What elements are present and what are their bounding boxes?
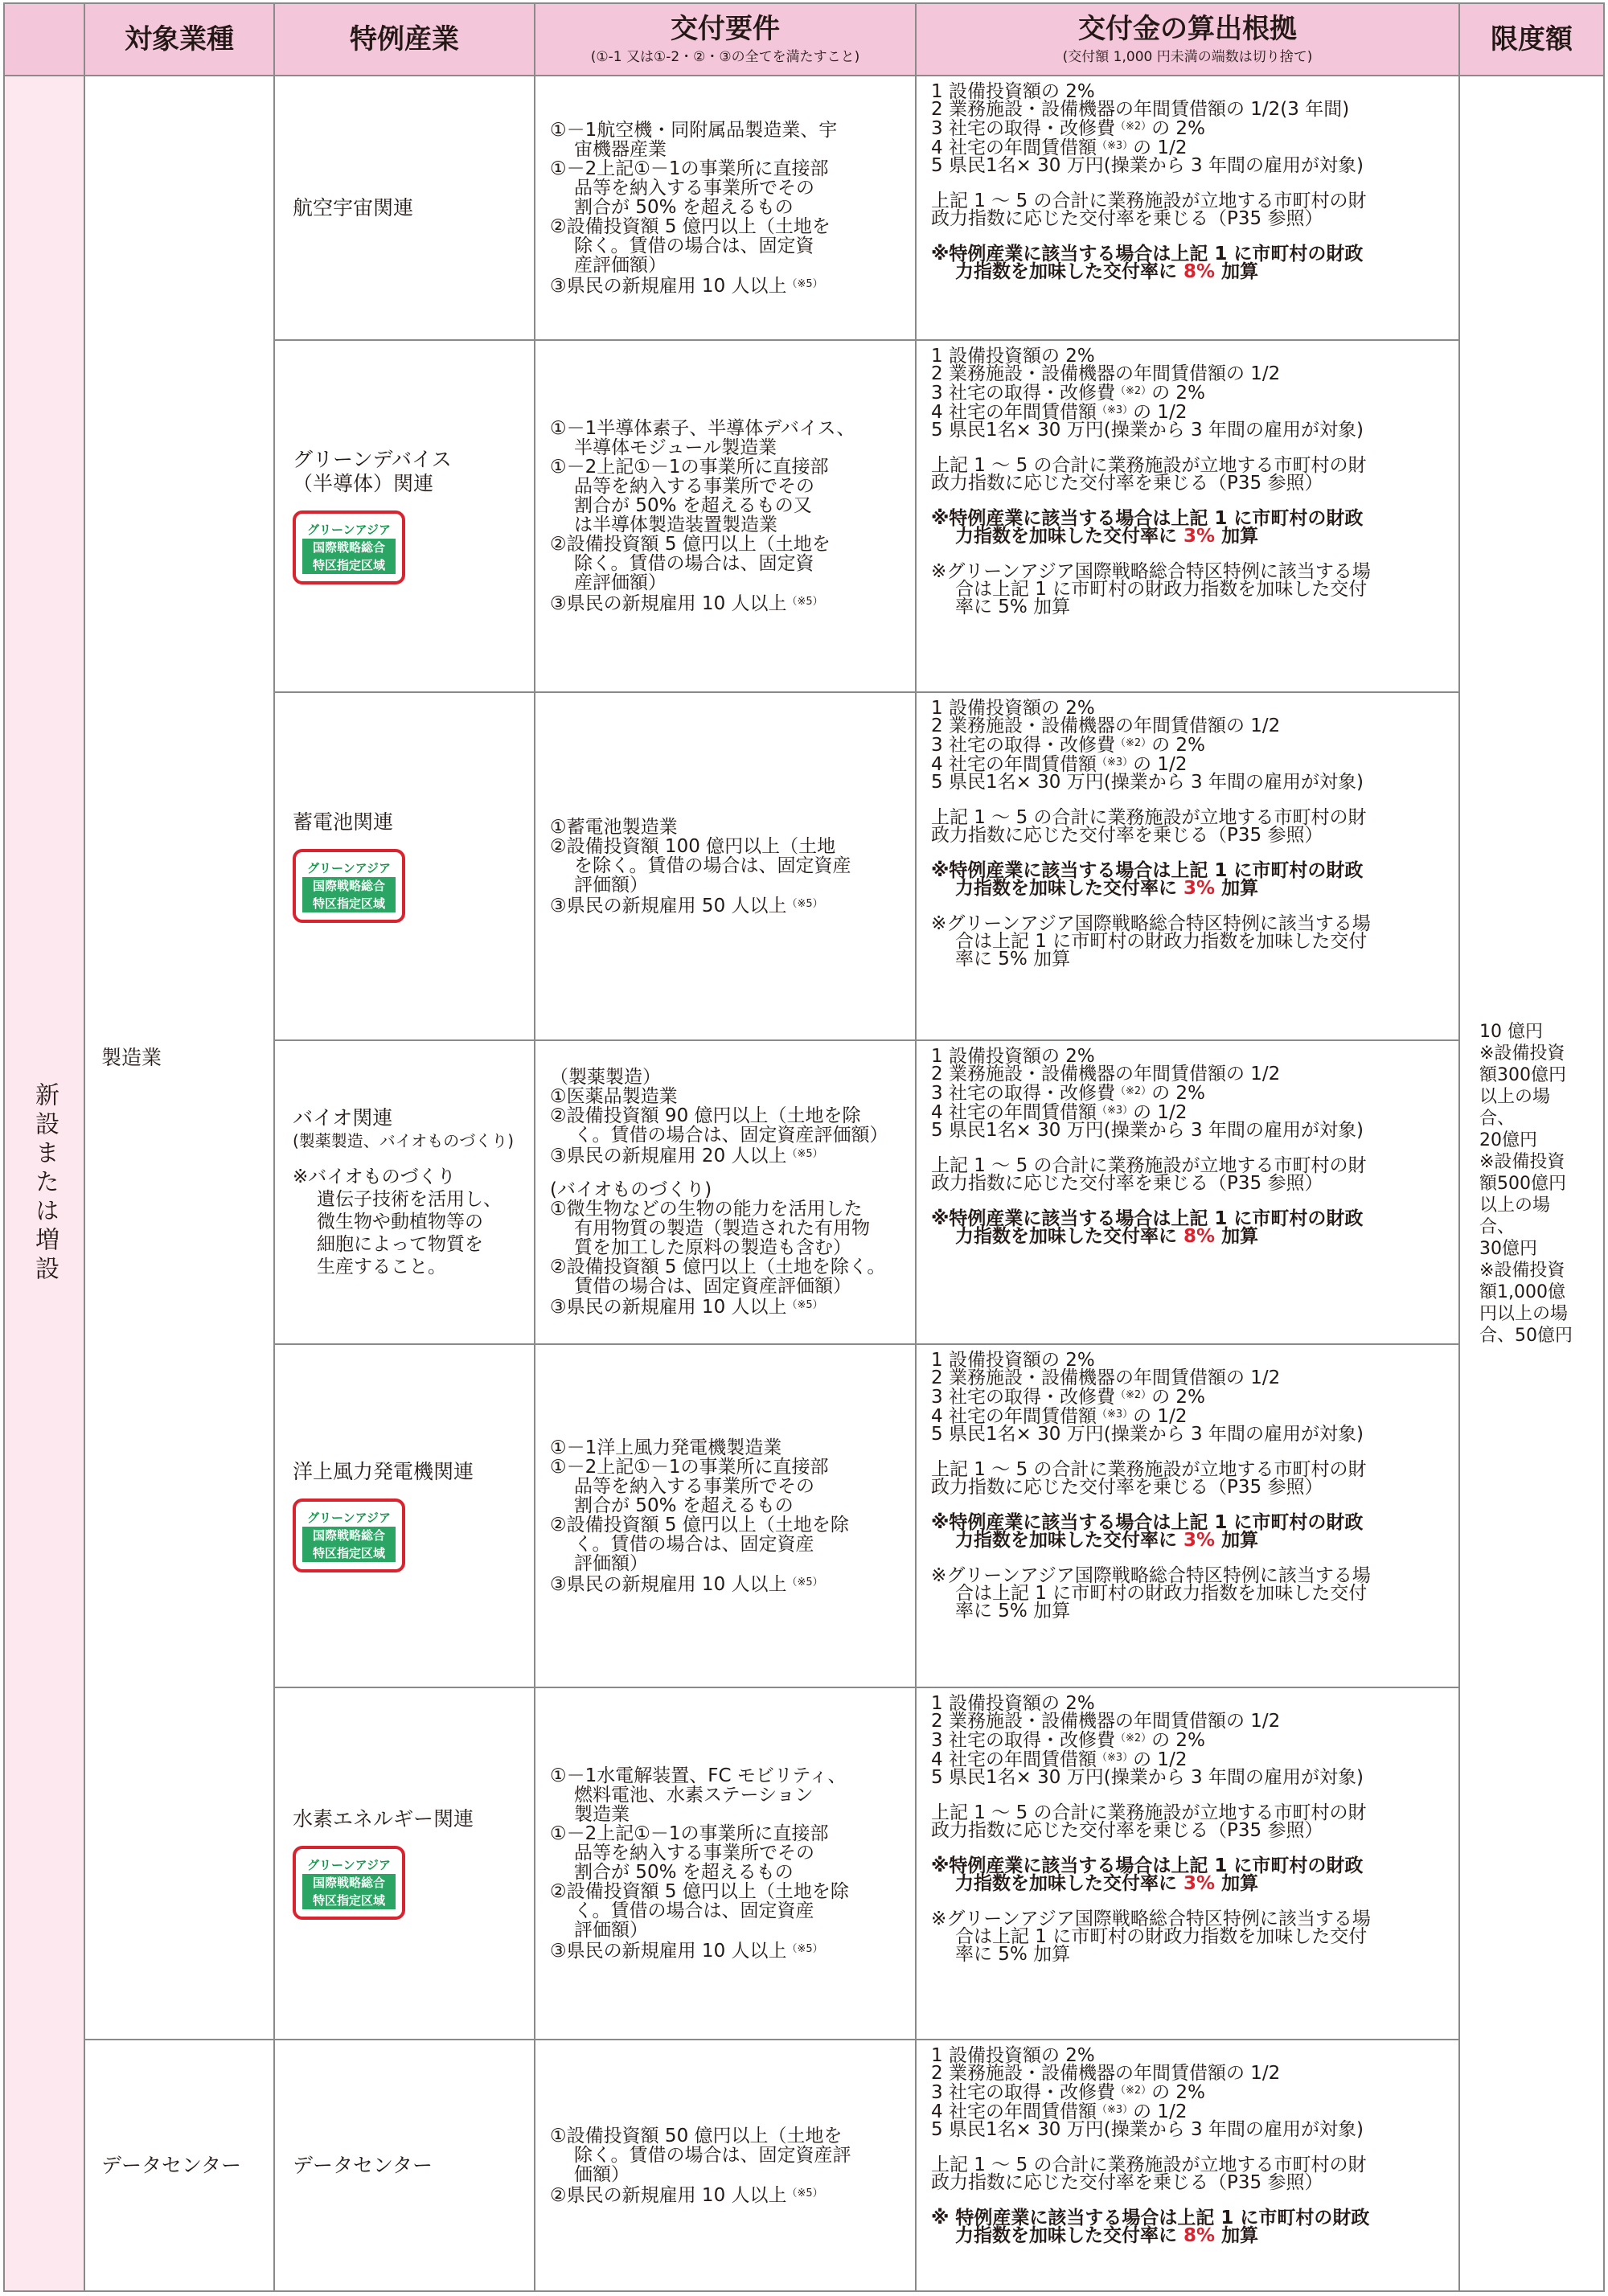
requirements-cell xyxy=(535,1688,917,2040)
footnote-marker: （※5） xyxy=(786,1576,823,1589)
rate-highlight: 3% xyxy=(1183,1873,1216,1894)
basis-line: 5 県民1名× 30 万円(操業から 3 年間の雇用が対象) xyxy=(931,1120,1364,1141)
industry-note-line: 微生物や動植物等の xyxy=(317,1212,483,1232)
basis-line: 5 県民1名× 30 万円(操業から 3 年間の雇用が対象) xyxy=(931,1767,1364,1788)
basis-line: 1 設備投資額の 2% xyxy=(931,81,1095,102)
limit-line: 額500億円 xyxy=(1479,1173,1566,1194)
business-datacenter-cell xyxy=(85,2040,275,2290)
rate-highlight: 8% xyxy=(1183,1226,1216,1247)
basis-cell xyxy=(917,341,1460,693)
basis-line: 上記 1 ～ 5 の合計に業務施設が立地する市町村の財 xyxy=(931,2155,1367,2175)
limit-amount xyxy=(1479,1021,1584,1347)
rate-highlight: 3% xyxy=(1183,878,1216,899)
spacer xyxy=(550,1166,905,1180)
requirements-cell xyxy=(535,2040,917,2290)
basis-line: 5 県民1名× 30 万円(操業から 3 年間の雇用が対象) xyxy=(931,155,1364,176)
category-label: 新設または増設 xyxy=(31,1082,59,1285)
basis-cell xyxy=(917,2040,1460,2290)
basis-line: 1 設備投資額の 2% xyxy=(931,1046,1095,1067)
industry-note-line: 遺伝子技術を活用し、 xyxy=(317,1189,502,1210)
basis-line: 上記 1 ～ 5 の合計に業務施設が立地する市町村の財 xyxy=(931,191,1367,211)
basis-line: 3 社宅の取得・改修費$^{(※2)}$の 2% xyxy=(931,735,1205,756)
requirement-line: 品等を納入する事業所でその xyxy=(574,1475,814,1497)
requirement-line: 質を加工した原料の製造も含む） xyxy=(574,1237,851,1258)
basis-line: 4 社宅の年間賃借額$^{(※3)}$の 1/2 xyxy=(931,754,1188,775)
basis-line: 1 設備投資額の 2% xyxy=(931,1350,1095,1371)
limit-line: ※設備投資 xyxy=(1479,1260,1565,1281)
requirement-line: 産評価額） xyxy=(574,254,667,276)
requirement-line: は半導体製造装置製造業 xyxy=(574,515,777,535)
subsidy-table xyxy=(3,2,1605,2292)
industry-name: グリーンデバイス xyxy=(293,448,452,471)
spacer xyxy=(931,2138,1447,2156)
badge-line: 国際戦略総合 xyxy=(302,1527,396,1544)
requirement-line: ③県民の新規雇用 10 人以上$^{(※5)}$ xyxy=(550,593,823,614)
footnote-marker: （※5） xyxy=(786,277,823,290)
limit-line: 額1,000億 xyxy=(1479,1281,1565,1302)
basis-line: 率に 5% 加算 xyxy=(955,949,1071,970)
basis-line: 2 業務施設・設備機器の年間賃借額の 1/2 xyxy=(931,363,1281,384)
footnote-marker: （※5） xyxy=(786,596,823,608)
basis-line: 上記 1 ～ 5 の合計に業務施設が立地する市町村の財 xyxy=(931,807,1367,828)
basis-line: ※特例産業に該当する場合は上記 1 に市町村の財政 xyxy=(931,1512,1364,1533)
basis-line: 2 業務施設・設備機器の年間賃借額の 1/2(3 年間) xyxy=(931,99,1350,120)
industry-cell xyxy=(275,1345,535,1688)
industry-note-line: 生産すること。 xyxy=(317,1257,446,1277)
spacer xyxy=(931,545,1447,563)
spacer xyxy=(931,897,1447,915)
spacer xyxy=(931,1549,1447,1567)
footnote-marker: （※5） xyxy=(786,1943,823,1955)
business-manufacturing-label: 製造業 xyxy=(101,1045,162,1069)
basis-line: ※ 特例産業に該当する場合は上記 1 に市町村の財政 xyxy=(931,2208,1370,2228)
basis-line: ※グリーンアジア国際戦略総合特区特例に該当する場 xyxy=(931,913,1371,934)
basis-line: 5 県民1名× 30 万円(操業から 3 年間の雇用が対象) xyxy=(931,772,1364,793)
footnote-marker: （※5） xyxy=(786,2187,823,2200)
industry-cell xyxy=(275,1688,535,2040)
spacer xyxy=(931,1192,1447,1210)
requirement-line: 半導体モジュール製造業 xyxy=(574,437,777,458)
basis-line: 政力指数に応じた交付率を乗じる（P35 参照） xyxy=(931,473,1323,494)
industry-note-line: ※バイオものづくり xyxy=(293,1166,456,1187)
requirement-line: 除く。賃借の場合は、固定資 xyxy=(574,553,814,574)
spacer xyxy=(931,1496,1447,1514)
requirement-line: く。賃借の場合は、固定資産 xyxy=(574,1900,814,1921)
spacer xyxy=(931,1139,1447,1157)
basis-line: 合は上記 1 に市町村の財政力指数を加味した交付 xyxy=(955,579,1368,600)
requirement-line: ①－2上記①－1の事業所に直接部 xyxy=(550,1823,829,1844)
limit-line: 20億円 xyxy=(1479,1130,1537,1150)
basis-line: 合は上記 1 に市町村の財政力指数を加味した交付 xyxy=(955,1583,1368,1604)
basis-line: 政力指数に応じた交付率を乗じる（P35 参照） xyxy=(931,825,1323,846)
basis-line: 2 業務施設・設備機器の年間賃借額の 1/2 xyxy=(931,2063,1281,2084)
requirement-line: ①－1洋上風力発電機製造業 xyxy=(550,1437,782,1458)
basis-cell xyxy=(917,1345,1460,1688)
requirement-line: 割合が 50% を超えるもの xyxy=(574,1494,794,1516)
basis-line: 上記 1 ～ 5 の合計に業務施設が立地する市町村の財 xyxy=(931,1155,1367,1176)
requirement-line: (バイオものづくり) xyxy=(550,1179,712,1200)
requirements-cell xyxy=(535,1345,917,1688)
rate-highlight: 3% xyxy=(1183,1530,1216,1551)
requirement-line: ①－1航空機・同附属品製造業、宇 xyxy=(550,119,838,141)
footnote-marker: （※5） xyxy=(786,897,823,910)
requirement-line: 除く。賃借の場合は、固定資産評 xyxy=(574,2144,851,2166)
basis-line: 政力指数に応じた交付率を乗じる（P35 参照） xyxy=(931,208,1323,229)
requirement-line: 評価額） xyxy=(574,1920,648,1941)
basis-line: 力指数を加味した交付率に 3% 加算 xyxy=(955,1873,1259,1894)
industry-subtitle: (製薬製造、バイオものづくり) xyxy=(293,1131,515,1150)
limit-line: 合、50億円 xyxy=(1479,1325,1573,1346)
limit-line: ※設備投資 xyxy=(1479,1151,1565,1172)
limit-line: 額300億円 xyxy=(1479,1064,1566,1085)
requirement-line: ③県民の新規雇用 10 人以上$^{(※5)}$ xyxy=(550,275,823,297)
limit-cell xyxy=(1460,76,1603,2290)
header-industry-label: 特例産業 xyxy=(350,23,459,55)
requirement-line: 価額） xyxy=(574,2163,630,2185)
header-limit xyxy=(1460,4,1603,76)
industry-cell xyxy=(275,693,535,1041)
limit-line: 以上の場合、 xyxy=(1479,1195,1551,1237)
requirements-cell xyxy=(535,76,917,341)
requirement-line: ②設備投資額 100 億円以上（土地 xyxy=(550,835,836,857)
header-limit-label: 限度額 xyxy=(1491,23,1573,55)
requirements-cell xyxy=(535,341,917,693)
basis-line: 5 県民1名× 30 万円(操業から 3 年間の雇用が対象) xyxy=(931,420,1364,441)
basis-cell xyxy=(917,1688,1460,2040)
basis-line: ※グリーンアジア国際戦略総合特区特例に該当する場 xyxy=(931,1909,1371,1929)
requirement-line: 除く。賃借の場合は、固定資 xyxy=(574,235,814,256)
limit-line: ※設備投資 xyxy=(1479,1043,1565,1064)
basis-line: 1 設備投資額の 2% xyxy=(931,2045,1095,2066)
header-business xyxy=(85,4,275,76)
industry-name: 航空宇宙関連 xyxy=(293,195,414,219)
requirement-line: ①－1水電解装置、FC モビリティ、 xyxy=(550,1765,847,1786)
requirement-line: ③県民の新規雇用 10 人以上$^{(※5)}$ xyxy=(550,1573,823,1595)
requirement-line: （製薬製造） xyxy=(550,1067,661,1088)
rate-highlight: 3% xyxy=(1183,526,1216,547)
basis-line: 合は上記 1 に市町村の財政力指数を加味した交付 xyxy=(955,1926,1368,1947)
basis-line: 率に 5% 加算 xyxy=(955,1601,1071,1622)
requirement-line: ②設備投資額 5 億円以上（土地を除 xyxy=(550,1514,849,1535)
requirement-line: ①－2上記①－1の事業所に直接部 xyxy=(550,158,829,179)
requirement-line: 宙機器産業 xyxy=(574,138,667,160)
basis-line: ※グリーンアジア国際戦略総合特区特例に該当する場 xyxy=(931,561,1371,582)
limit-line: 30億円 xyxy=(1479,1238,1537,1259)
requirement-line: ③県民の新規雇用 10 人以上$^{(※5)}$ xyxy=(550,1297,823,1318)
spacer xyxy=(931,174,1447,192)
basis-line: 2 業務施設・設備機器の年間賃借額の 1/2 xyxy=(931,715,1281,736)
requirement-line: 製造業 xyxy=(574,1804,630,1825)
basis-line: 力指数を加味した交付率に 3% 加算 xyxy=(955,1530,1259,1551)
green-asia-zone-badge xyxy=(293,1846,405,1920)
basis-line: 5 県民1名× 30 万円(操業から 3 年間の雇用が対象) xyxy=(931,2119,1364,2140)
spacer xyxy=(931,2191,1447,2209)
basis-line: 4 社宅の年間賃借額$^{(※3)}$の 1/2 xyxy=(931,1749,1188,1770)
basis-line: 5 県民1名× 30 万円(操業から 3 年間の雇用が対象) xyxy=(931,1424,1364,1445)
requirements-cell xyxy=(535,693,917,1041)
basis-line: 4 社宅の年間賃借額$^{(※3)}$の 1/2 xyxy=(931,2101,1188,2122)
requirement-line: ②設備投資額 90 億円以上（土地を除 xyxy=(550,1105,861,1126)
basis-line: ※特例産業に該当する場合は上記 1 に市町村の財政 xyxy=(931,1855,1364,1876)
basis-line: ※特例産業に該当する場合は上記 1 に市町村の財政 xyxy=(931,244,1364,264)
industry-note xyxy=(293,1166,534,1278)
basis-line: 力指数を加味した交付率に 3% 加算 xyxy=(955,878,1259,899)
basis-line: 3 社宅の取得・改修費$^{(※2)}$の 2% xyxy=(931,1387,1205,1408)
header-basis xyxy=(917,4,1460,76)
requirement-line: ①－2上記①－1の事業所に直接部 xyxy=(550,457,829,478)
requirement-line: ②設備投資額 5 億円以上（土地を xyxy=(550,534,831,555)
basis-line: 3 社宅の取得・改修費$^{(※2)}$の 2% xyxy=(931,383,1205,404)
requirement-line: く。賃借の場合は、固定資産評価額） xyxy=(574,1125,888,1146)
badge-line: 特区指定区域 xyxy=(302,895,396,912)
badge-line: 国際戦略総合 xyxy=(302,539,396,556)
spacer xyxy=(931,439,1447,457)
green-asia-zone-badge xyxy=(293,1499,405,1572)
basis-line: 3 社宅の取得・改修費$^{(※2)}$の 2% xyxy=(931,118,1205,139)
basis-line: 4 社宅の年間賃借額$^{(※3)}$の 1/2 xyxy=(931,1406,1188,1427)
basis-line: 率に 5% 加算 xyxy=(955,1944,1071,1965)
badge-line: 国際戦略総合 xyxy=(302,877,396,895)
basis-line: ※特例産業に該当する場合は上記 1 に市町村の財政 xyxy=(931,1208,1364,1229)
spacer xyxy=(931,492,1447,510)
spacer xyxy=(931,791,1447,809)
industry-name: データセンター xyxy=(293,2153,433,2177)
requirement-line: ③県民の新規雇用 10 人以上$^{(※5)}$ xyxy=(550,1941,823,1962)
requirement-line: ②設備投資額 5 億円以上（土地を xyxy=(550,215,831,237)
requirement-line: ①蓄電池製造業 xyxy=(550,816,678,838)
requirement-line: 品等を納入する事業所でその xyxy=(574,1843,814,1863)
basis-line: 政力指数に応じた交付率を乗じる（P35 参照） xyxy=(931,1173,1323,1194)
basis-line: 1 設備投資額の 2% xyxy=(931,346,1095,367)
basis-line: 政力指数に応じた交付率を乗じる（P35 参照） xyxy=(931,1477,1323,1498)
basis-line: 力指数を加味した交付率に 3% 加算 xyxy=(955,526,1259,547)
basis-line: 3 社宅の取得・改修費$^{(※2)}$の 2% xyxy=(931,2082,1205,2103)
industry-name: 水素エネルギー関連 xyxy=(293,1807,474,1831)
requirement-line: 産評価額） xyxy=(574,572,667,593)
spacer xyxy=(931,1892,1447,1910)
requirement-line: 割合が 50% を超えるもの又 xyxy=(574,495,812,516)
industry-cell xyxy=(275,341,535,693)
header-industry xyxy=(275,4,535,76)
header-requirements xyxy=(535,4,917,76)
basis-line: 力指数を加味した交付率に 8% 加算 xyxy=(955,261,1259,282)
requirements-cell xyxy=(535,1041,917,1345)
limit-line: 円以上の場 xyxy=(1479,1303,1569,1324)
basis-line: ※特例産業に該当する場合は上記 1 に市町村の財政 xyxy=(931,860,1364,881)
basis-line: 率に 5% 加算 xyxy=(955,597,1071,617)
badge-line: グリーンアジア xyxy=(306,523,392,537)
basis-line: 上記 1 ～ 5 の合計に業務施設が立地する市町村の財 xyxy=(931,1459,1367,1480)
basis-line: 1 設備投資額の 2% xyxy=(931,1693,1095,1714)
requirement-line: ①医薬品製造業 xyxy=(550,1086,678,1107)
basis-line: 4 社宅の年間賃借額$^{(※3)}$の 1/2 xyxy=(931,137,1188,158)
requirement-line: 割合が 50% を超えるもの xyxy=(574,1862,794,1883)
header-requirements-label: 交付要件 xyxy=(671,13,780,45)
basis-line: 力指数を加味した交付率に 8% 加算 xyxy=(955,2225,1259,2246)
requirement-line: ①設備投資額 50 億円以上（土地を xyxy=(550,2125,843,2146)
requirement-line: 品等を納入する事業所でその xyxy=(574,177,814,199)
basis-line: 合は上記 1 に市町村の財政力指数を加味した交付 xyxy=(955,931,1368,952)
header-requirements-note: (①-1 又は①-2・②・③の全てを満たすこと) xyxy=(590,49,860,65)
requirement-line: 評価額） xyxy=(574,1552,648,1574)
rate-highlight: 8% xyxy=(1183,2225,1216,2246)
spacer xyxy=(931,1839,1447,1857)
basis-line: 3 社宅の取得・改修費$^{(※2)}$の 2% xyxy=(931,1730,1205,1751)
requirement-line: く。賃借の場合は、固定資産 xyxy=(574,1533,814,1555)
basis-line: 政力指数に応じた交付率を乗じる（P35 参照） xyxy=(931,1820,1323,1841)
industry-name: 蓄電池関連 xyxy=(293,810,394,834)
basis-line: 4 社宅の年間賃借額$^{(※3)}$の 1/2 xyxy=(931,402,1188,423)
requirement-line: ①－1半導体素子、半導体デバイス、 xyxy=(550,418,855,439)
basis-line: 上記 1 ～ 5 の合計に業務施設が立地する市町村の財 xyxy=(931,1802,1367,1823)
header-basis-label: 交付金の算出根拠 xyxy=(1078,13,1297,45)
requirement-line: 品等を納入する事業所でその xyxy=(574,476,814,497)
header-basis-note: (交付額 1,000 円未満の端数は切り捨て) xyxy=(1062,49,1313,65)
industry-cell xyxy=(275,76,535,341)
industry-name: バイオ関連 xyxy=(293,1106,393,1130)
category-cell xyxy=(5,76,85,2290)
header-blank xyxy=(5,4,85,76)
industry-note-line: 細胞によって物質を xyxy=(317,1234,483,1255)
basis-line: 政力指数に応じた交付率を乗じる（P35 参照） xyxy=(931,2172,1323,2193)
green-asia-zone-badge xyxy=(293,510,405,584)
business-manufacturing-cell xyxy=(85,76,275,2040)
industry-name: 洋上風力発電機関連 xyxy=(293,1459,474,1483)
requirement-line: ①微生物などの生物の能力を活用した xyxy=(550,1199,863,1220)
spacer xyxy=(931,228,1447,245)
spacer xyxy=(931,844,1447,862)
requirement-line: ②設備投資額 5 億円以上（土地を除 xyxy=(550,1881,849,1902)
badge-line: グリーンアジア xyxy=(306,1510,392,1525)
basis-line: 上記 1 ～ 5 の合計に業務施設が立地する市町村の財 xyxy=(931,455,1367,476)
basis-cell xyxy=(917,693,1460,1041)
basis-cell xyxy=(917,76,1460,341)
basis-line: ※特例産業に該当する場合は上記 1 に市町村の財政 xyxy=(931,508,1364,529)
limit-line: 10 億円 xyxy=(1479,1021,1543,1042)
basis-line: 1 設備投資額の 2% xyxy=(931,698,1095,719)
industry-name-line2: （半導体）関連 xyxy=(293,472,434,495)
limit-line: 以上の場合、 xyxy=(1479,1086,1551,1129)
footnote-marker: （※5） xyxy=(786,1148,823,1160)
rate-highlight: 8% xyxy=(1183,261,1216,282)
badge-line: 特区指定区域 xyxy=(302,1892,396,1909)
basis-line: 2 業務施設・設備機器の年間賃借額の 1/2 xyxy=(931,1711,1281,1732)
badge-line: グリーンアジア xyxy=(306,1858,392,1872)
footnote-marker: （※5） xyxy=(786,1299,823,1311)
basis-line: 4 社宅の年間賃借額$^{(※3)}$の 1/2 xyxy=(931,1102,1188,1123)
basis-line: ※グリーンアジア国際戦略総合特区特例に該当する場 xyxy=(931,1565,1371,1586)
badge-line: 特区指定区域 xyxy=(302,556,396,574)
requirement-line: 評価額） xyxy=(574,874,648,896)
basis-cell xyxy=(917,1041,1460,1345)
basis-line: 3 社宅の取得・改修費$^{(※2)}$の 2% xyxy=(931,1083,1205,1104)
requirement-line: 燃料電池、水素ステーション xyxy=(574,1785,814,1806)
requirement-line: 割合が 50% を超えるもの xyxy=(574,196,794,218)
requirement-line: ③県民の新規雇用 50 人以上$^{(※5)}$ xyxy=(550,895,823,916)
basis-line: 2 業務施設・設備機器の年間賃借額の 1/2 xyxy=(931,1367,1281,1388)
basis-line: 力指数を加味した交付率に 8% 加算 xyxy=(955,1226,1259,1247)
requirement-line: ②設備投資額 5 億円以上（土地を除く。 xyxy=(550,1257,886,1277)
badge-line: 特区指定区域 xyxy=(302,1544,396,1562)
business-datacenter-label: データセンター xyxy=(101,2153,242,2177)
badge-line: グリーンアジア xyxy=(306,860,392,875)
requirement-line: 有用物質の製造（製造された有用物 xyxy=(574,1218,870,1239)
spacer xyxy=(931,1786,1447,1804)
requirement-line: ②県民の新規雇用 10 人以上$^{(※5)}$ xyxy=(550,2184,823,2206)
requirement-line: ③県民の新規雇用 20 人以上$^{(※5)}$ xyxy=(550,1146,823,1166)
green-asia-zone-badge xyxy=(293,849,405,923)
spacer xyxy=(931,1443,1447,1461)
requirement-line: を除く。賃借の場合は、固定資産 xyxy=(574,855,851,876)
badge-line: 国際戦略総合 xyxy=(302,1874,396,1892)
industry-cell xyxy=(275,2040,535,2290)
requirement-line: ①－2上記①－1の事業所に直接部 xyxy=(550,1456,829,1478)
industry-cell xyxy=(275,1041,535,1345)
basis-line: 2 業務施設・設備機器の年間賃借額の 1/2 xyxy=(931,1064,1281,1084)
header-business-label: 対象業種 xyxy=(125,23,234,55)
requirement-line: 賃借の場合は、固定資産評価額） xyxy=(574,1276,851,1297)
